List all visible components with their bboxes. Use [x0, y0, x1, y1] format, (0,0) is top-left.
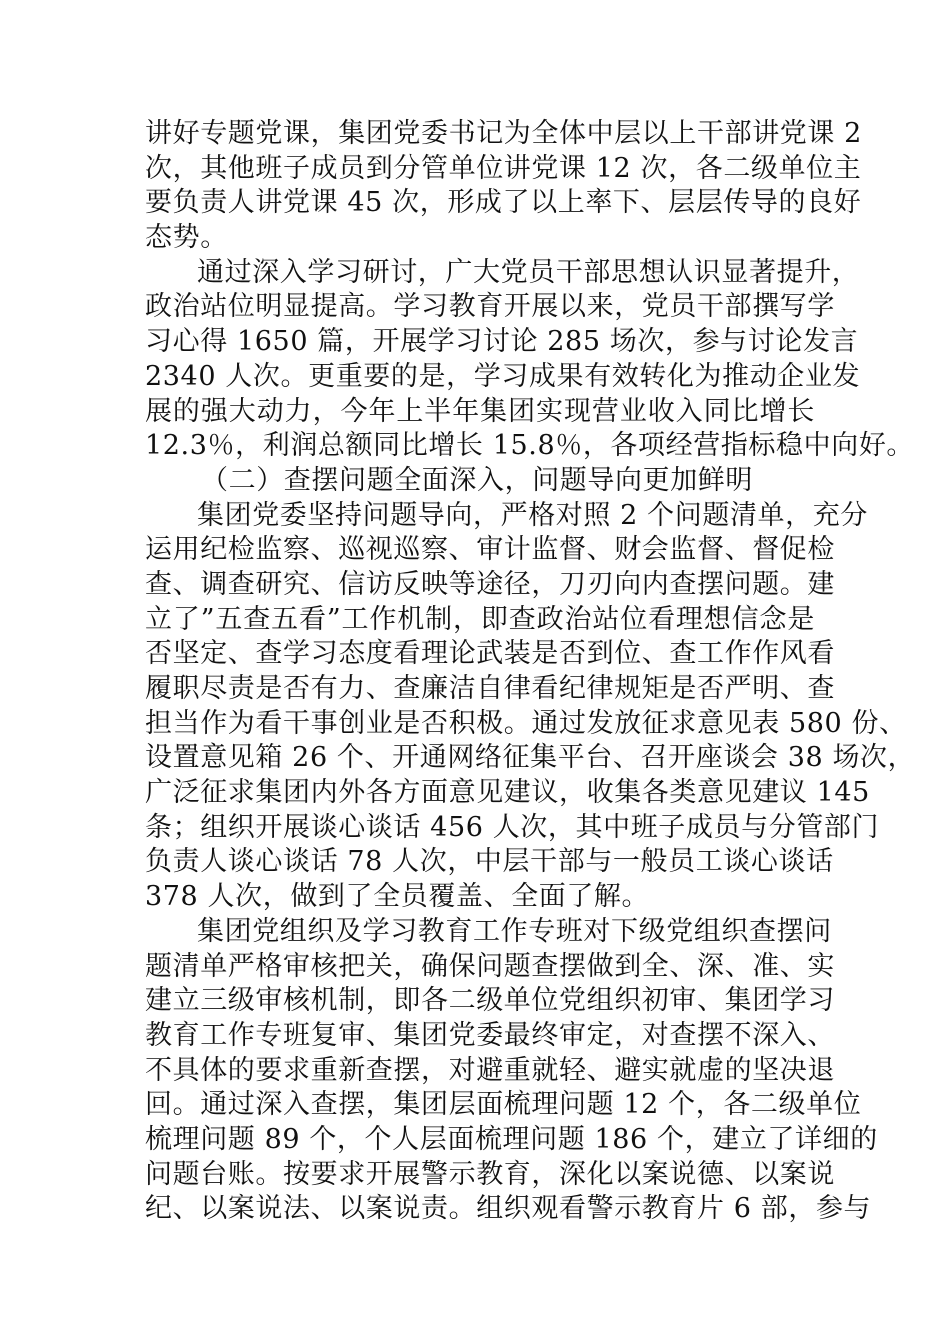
text-line: 负责人谈心谈话 78 人次，中层干部与一般员工谈心谈话: [145, 846, 834, 878]
section-heading: （二）查摆问题全面深入，问题导向更加鲜明: [201, 464, 753, 496]
document-body: [145, 117, 916, 1227]
text-line: 378 人次，做到了全员覆盖、全面了解。: [145, 881, 650, 913]
text-line: 题清单严格审核把关，确保问题查摆做到全、深、准、实: [145, 950, 835, 982]
text-line: 回。通过深入查摆，集团层面梳理问题 12 个，各二级单位: [145, 1089, 862, 1121]
text-line: 担当作为看干事创业是否积极。通过发放征求意见表 580 份、: [145, 707, 907, 739]
text-line: 否坚定、查学习态度看理论武装是否到位、查工作作风看: [145, 638, 835, 670]
paragraph-first-line: 通过深入学习研讨，广大党员干部思想认识显著提升，: [197, 256, 860, 288]
text-line: 梳理问题 89 个，个人层面梳理问题 186 个，建立了详细的: [145, 1123, 878, 1155]
text-line: 条；组织开展谈心谈话 456 人次，其中班子成员与分管部门: [145, 811, 880, 843]
text-line: 纪、以案说法、以案说责。组织观看警示教育片 6 部，参与: [145, 1193, 872, 1225]
text-line: 展的强大动力，今年上半年集团实现营业收入同比增长: [145, 395, 815, 427]
text-line: 查、调查研究、信访反映等途径，刀刃向内查摆问题。建: [145, 568, 835, 600]
paragraph-first-line: 集团党组织及学习教育工作专班对下级党组织查摆问: [197, 915, 832, 947]
text-line: 不具体的要求重新查摆，对避重就轻、避实就虚的坚决退: [145, 1054, 835, 1086]
text-line: 设置意见箱 26 个、开通网络征集平台、召开座谈会 38 场次，: [145, 742, 916, 774]
text-line: 2340 人次。更重要的是，学习成果有效转化为推动企业发: [145, 360, 861, 392]
text-line: 习心得 1650 篇，开展学习讨论 285 场次，参与讨论发言: [145, 326, 859, 358]
text-line: 广泛征求集团内外各方面意见建议，收集各类意见建议 145: [145, 777, 870, 809]
text-line: 次，其他班子成员到分管单位讲党课 12 次，各二级单位主: [145, 152, 862, 184]
text-line: 运用纪检监察、巡视巡察、审计监督、财会监督、督促检: [145, 534, 835, 566]
text-line: 12.3％，利润总额同比增长 15.8％，各项经营指标稳中向好。: [145, 430, 915, 462]
text-line: 政治站位明显提高。学习教育开展以来，党员干部撰写学: [145, 291, 835, 323]
paragraph-first-line: 集团党委坚持问题导向，严格对照 2 个问题清单，充分: [197, 499, 868, 531]
text-line: 问题台账。按要求开展警示教育，深化以案说德、以案说: [145, 1158, 835, 1190]
text-line: 履职尽责是否有力、查廉洁自律看纪律规矩是否严明、查: [145, 673, 835, 704]
text-line: 讲好专题党课，集团党委书记为全体中层以上干部讲党课 2: [145, 118, 862, 149]
text-line: 立了”五查五看”工作机制，即查政治站位看理想信念是: [145, 603, 815, 635]
text-line: 态势。: [145, 222, 228, 254]
text-line: 教育工作专班复审、集团党委最终审定，对查摆不深入、: [145, 1019, 835, 1051]
text-line: 要负责人讲党课 45 次，形成了以上率下、层层传导的良好: [145, 187, 862, 219]
text-line: 建立三级审核机制，即各二级单位党组织初审、集团学习: [145, 985, 835, 1017]
